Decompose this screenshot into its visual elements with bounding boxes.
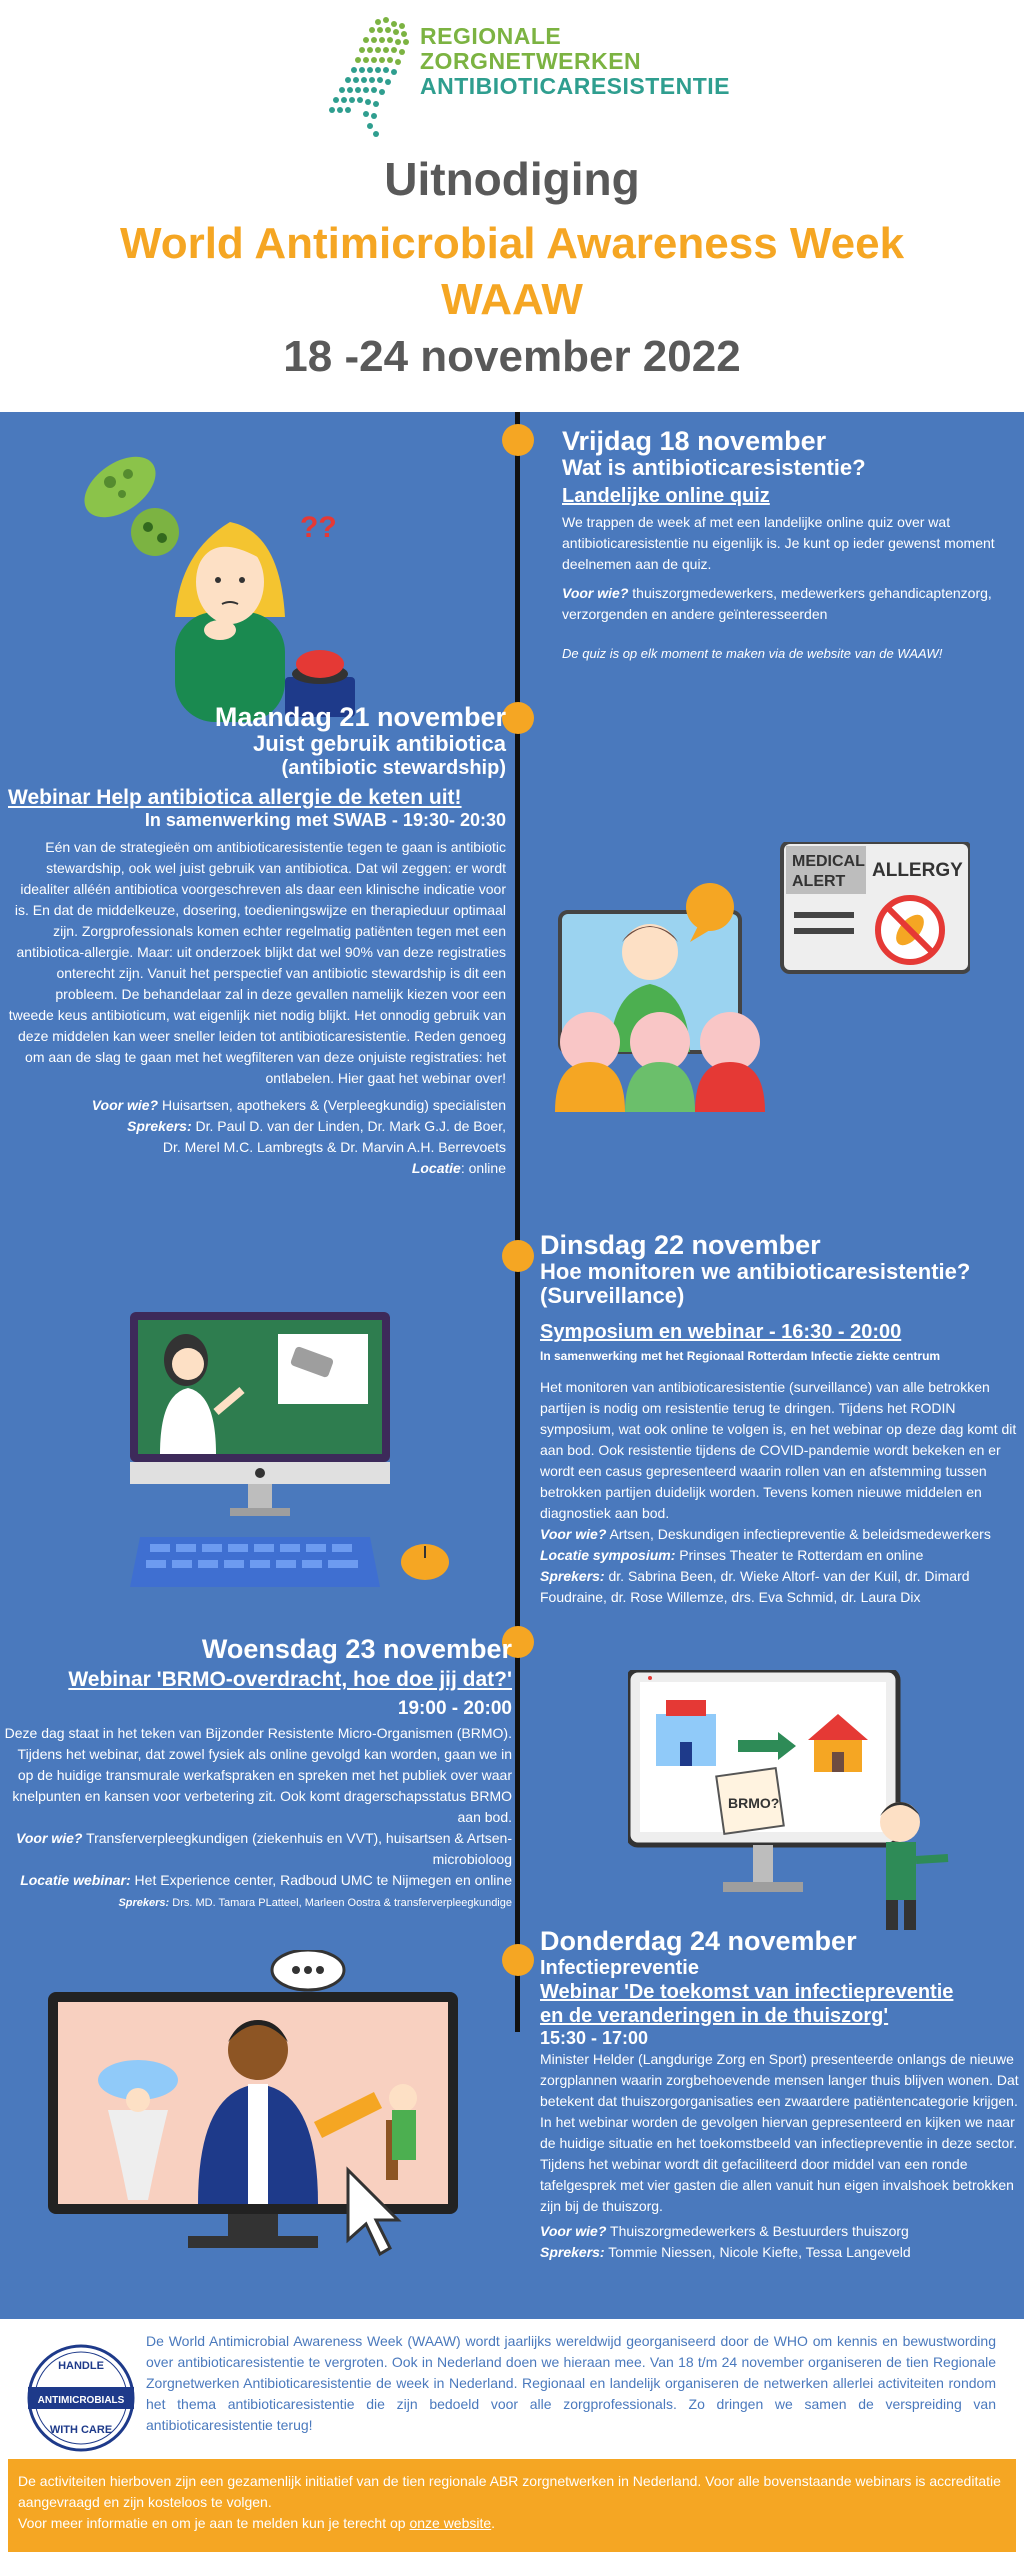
- monday-location: Locatie: online: [411, 1160, 506, 1176]
- wednesday-webinar-link[interactable]: Webinar 'BRMO-overdracht, hoe doe jij dat?': [68, 1668, 512, 1691]
- monday-speakers-2: Dr. Merel M.C. Lambregts & Dr. Marvin A.H. Berrevoets: [162, 1139, 506, 1155]
- computer-presenter-illustration: [130, 1312, 460, 1612]
- timeline-line: [515, 412, 520, 2032]
- tuesday-location: Locatie symposium: Prinses Theater te Rotterdam en online: [540, 1547, 924, 1563]
- wednesday-location: Locatie webinar: Het Experience center, Radboud UMC te Nijmegen en online: [20, 1872, 512, 1888]
- monday-collab: In samenwerking met SWAB - 19:30- 20:30: [144, 810, 506, 830]
- allergy-card-icon: [782, 842, 970, 972]
- thursday-webinar-link-2[interactable]: en de veranderingen in de thuiszorg': [540, 2005, 889, 2027]
- monday-date: Maandag 21 november: [214, 702, 506, 732]
- friday-audience: Voor wie? thuiszorgmedewerkers, medewerkers gehandicaptenzorg, verzorgenden en andere geïnteresseerden: [562, 585, 992, 622]
- tuesday-block: [540, 1230, 1020, 1608]
- brmo-label: BRMO?: [728, 1795, 780, 1811]
- logo-line-2: ZORGNETWERKEN: [420, 48, 642, 74]
- tuesday-speakers: Sprekers: dr. Sabrina Been, dr. Wieke Altorf- van der Kuil, dr. Dimard Foudraine, dr. Rose Willemze, drs. Eva Schmid, dr. Laura Dix: [540, 1568, 970, 1605]
- invitation-heading: Uitnodiging: [384, 153, 640, 205]
- tuesday-question: Hoe monitoren we antibioticaresistentie?: [540, 1259, 971, 1284]
- logo: [318, 12, 731, 142]
- timeline-dot-friday: [502, 424, 534, 456]
- bacteria-icon: [131, 508, 179, 556]
- allergy-card-alert: ALERT: [792, 873, 846, 890]
- thursday-speakers: Sprekers: Tommie Niessen, Nicole Kiefte, Tessa Langeveld: [540, 2244, 911, 2260]
- thinking-girl-illustration: [70, 432, 370, 732]
- orange-text-2: Voor meer informatie en om je aan te melden kun je terecht op onze website.: [18, 2515, 496, 2531]
- wednesday-date: Woensdag 23 november: [201, 1634, 512, 1664]
- event-title-line-2: WAAW: [441, 275, 583, 324]
- logo-text: [420, 24, 730, 99]
- friday-quiz-link[interactable]: Landelijke online quiz: [562, 485, 770, 507]
- thursday-body: Minister Helder (Langdurige Zorg en Sport) presenteerde onlangs de nieuwe zorgplannen waarin zorgbehoevende mensen langer thuis blijven wonen. Dat betekent dat thuiszorgorganisaties een zwaardere patiëntencategorie krijgen. In het webinar worden de gevolgen hiervan gepresenteerd en kijken we naar de huidige situatie en het toekomstbeeld van infectiepreventie in deze sector. Tijdens het webinar wordt dit gefaciliteerd door middel van een ronde tafelgesprek met vier gasten die allen vanuit hun eigen invalshoek betrokken zijn bij de thuiszorg.: [540, 2051, 1019, 2214]
- logo-line-1: REGIONALE: [420, 23, 562, 49]
- thursday-topic: Infectiepreventie: [540, 1957, 699, 1979]
- thursday-block: [540, 1926, 1022, 2263]
- friday-block: [562, 426, 1002, 664]
- timeline-dot-monday: [502, 702, 534, 734]
- thursday-webinar-link-1[interactable]: Webinar 'De toekomst van infectiepreventie: [540, 1981, 954, 2003]
- wednesday-audience: Voor wie? Transferverpleegkundigen (ziekenhuis en VVT), huisartsen & Artsen-microbioloog: [16, 1830, 512, 1867]
- svg-text:??: ??: [300, 511, 337, 544]
- wednesday-body: Deze dag staat in het teken van Bijzonder Resistente Micro-Organismen (BRMO). Tijdens het webinar, dat zowel fysiek als online gevolgd kan worden, gaan we in op de huidige transmurale werkafspraken en spreken met het publiek over waar knelpunten en kansen voor verbetering zit. Ook komt dragerschapsstatus BRMO aan bod.: [4, 1725, 512, 1825]
- monday-topic: Juist gebruik antibiotica: [252, 731, 506, 756]
- friday-body: We trappen de week af met een landelijke online quiz over wat antibioticaresistentie nu eigenlijk is. Je kunt op ieder gewenst moment deelnemen aan de quiz.: [562, 514, 995, 572]
- monday-webinar-link[interactable]: Webinar Help antibiotica allergie de keten uit!: [8, 786, 462, 809]
- allergy-card-medical: MEDICAL: [792, 853, 865, 870]
- webinar-presenter-illustration: [48, 1950, 468, 2262]
- thursday-audience: Voor wie? Thuiszorgmedewerkers & Bestuurders thuiszorg: [540, 2223, 909, 2239]
- handle-with-care-badge: [26, 2343, 136, 2453]
- timeline-dot-thursday: [502, 1944, 534, 1976]
- tuesday-audience: Voor wie? Artsen, Deskundigen infectiepreventie & beleidsmedewerkers: [540, 1526, 991, 1542]
- wednesday-block: [4, 1634, 512, 1914]
- allergy-card-allergy: ALLERGY: [872, 860, 963, 881]
- orange-text-1: De activiteiten hierboven zijn een gezamenlijk initiatief van de tien regionale ABR zorgnetwerken in Nederland. Voor alle bovenstaande webinars is accreditatie aangevraagd en zijn kosteloos te volgen.: [18, 2473, 1001, 2510]
- video-call-illustration: [550, 842, 970, 1132]
- footer-text: De World Antimicrobial Awareness Week (WAAW) wordt jaarlijks wereldwijd georganiseerd door de WHO om kennis en bewustwording over antibioticaresistentie te vergroten. Ook in Nederland doen we hieraan mee. Van 18 t/m 24 november organiseren de tien Regionale Zorgnetwerken Antibioticaresistentie de week in Nederland. Regionaal en landelijk organiseren de netwerken allerlei activiteiten rondom het thema antibioticaresistentie die zijn bedoeld voor alle zorgprofessionals. Zo dringen we samen de verspreiding van antibioticaresistentie terug!: [146, 2333, 996, 2433]
- monday-audience: Voor wie? Huisartsen, apothekers & (Verpleegkundig) specialisten: [91, 1097, 506, 1113]
- footer: [0, 2319, 1024, 2560]
- monday-topic-sub: (antibiotic stewardship): [281, 757, 506, 779]
- header: [0, 0, 1024, 412]
- thursday-time: 15:30 - 17:00: [540, 2028, 649, 2048]
- website-link[interactable]: onze website: [409, 2515, 492, 2531]
- wednesday-time: 19:00 - 20:00: [397, 1698, 512, 1719]
- footer-orange-box: [8, 2459, 1016, 2552]
- event-title: [0, 216, 1024, 328]
- badge-middle: ANTIMICROBIALS: [37, 2395, 125, 2406]
- event-dates: 18 -24 november 2022: [283, 332, 741, 381]
- tuesday-symposium-link[interactable]: Symposium en webinar - 16:30 - 20:00: [540, 1321, 902, 1343]
- monday-body: Eén van de strategieën om antibioticaresistentie tegen te gaan is antibiotic stewardship, ook wel juist gebruik van antibiotica. Dat wil zeggen: er wordt idealiter alléén antibiotica voorgeschreven als daar een klinische indicatie voor is. En dat de middelkeuze, dosering, toedieningswijze en therapieduur optimaal zijn. Zorgprofessionals komen echter regelmatig patiënten tegen met een antibiotica-allergie. Maar: uit onderzoek blijkt dat wel 90% van deze registraties onterecht zijn. Vanuit het perspectief van antibiotic stewardship is dit een probleem. De behandelaar zal in deze gevallen namelijk kiezen voor een tweede keus antibioticum, wat eigenlijk niet nodig blijkt. Het onnodig gebruik van deze middelen kan weer sneller leiden tot antibioticaresistentie. Reden genoeg om aan de slag te gaan met het wegfilteren van deze onjuiste registraties: het ontlabelen. Hier gaat het webinar over!: [8, 839, 506, 1086]
- wednesday-speakers: Sprekers: Drs. MD. Tamara PLatteel, Marleen Oostra & transferverpleegkundige: [118, 1897, 512, 1909]
- logo-line-3: ANTIBIOTICARESISTENTIE: [420, 73, 731, 99]
- monday-block: [8, 702, 506, 1179]
- monday-speakers: Sprekers: Dr. Paul D. van der Linden, Dr. Mark G.J. de Boer,: [127, 1118, 506, 1134]
- tuesday-date: Dinsdag 22 november: [540, 1230, 821, 1260]
- timeline-dot-tuesday: [502, 1240, 534, 1272]
- tuesday-question-2: (Surveillance): [540, 1283, 685, 1308]
- badge-top: HANDLE: [58, 2360, 104, 2372]
- badge-bottom: WITH CARE: [49, 2424, 113, 2436]
- netherlands-map-icon: [318, 12, 428, 142]
- brmo-transfer-illustration: [628, 1670, 958, 1932]
- tuesday-body: Het monitoren van antibioticaresistentie (surveillance) van alle betrokken partijen is nodig om resistentie terug te dringen. Tijdens het RODIN symposium, wat ook online te volgen is, en het webinar op deze dag komt dit aan bod. Ook resistentie tijdens de COVID-pandemie wordt bekeken en er wordt een casus gepresenteerd waarin rollen van en afstemming tussen betrokken partijen duidelijk worden. Tevens komen nieuwe middelen en diagnostiek aan bod.: [540, 1379, 1017, 1521]
- program-section: [0, 412, 1024, 2319]
- event-title-line-1: World Antimicrobial Awareness Week: [119, 219, 905, 268]
- friday-note: De quiz is op elk moment te maken via de website van de WAAW!: [562, 646, 943, 661]
- thursday-date: Donderdag 24 november: [540, 1926, 857, 1956]
- friday-date: Vrijdag 18 november: [562, 426, 827, 456]
- tuesday-collab: In samenwerking met het Regionaal Rotterdam Infectie ziekte centrum: [540, 1349, 941, 1363]
- friday-question: Wat is antibioticaresistentie?: [562, 455, 866, 480]
